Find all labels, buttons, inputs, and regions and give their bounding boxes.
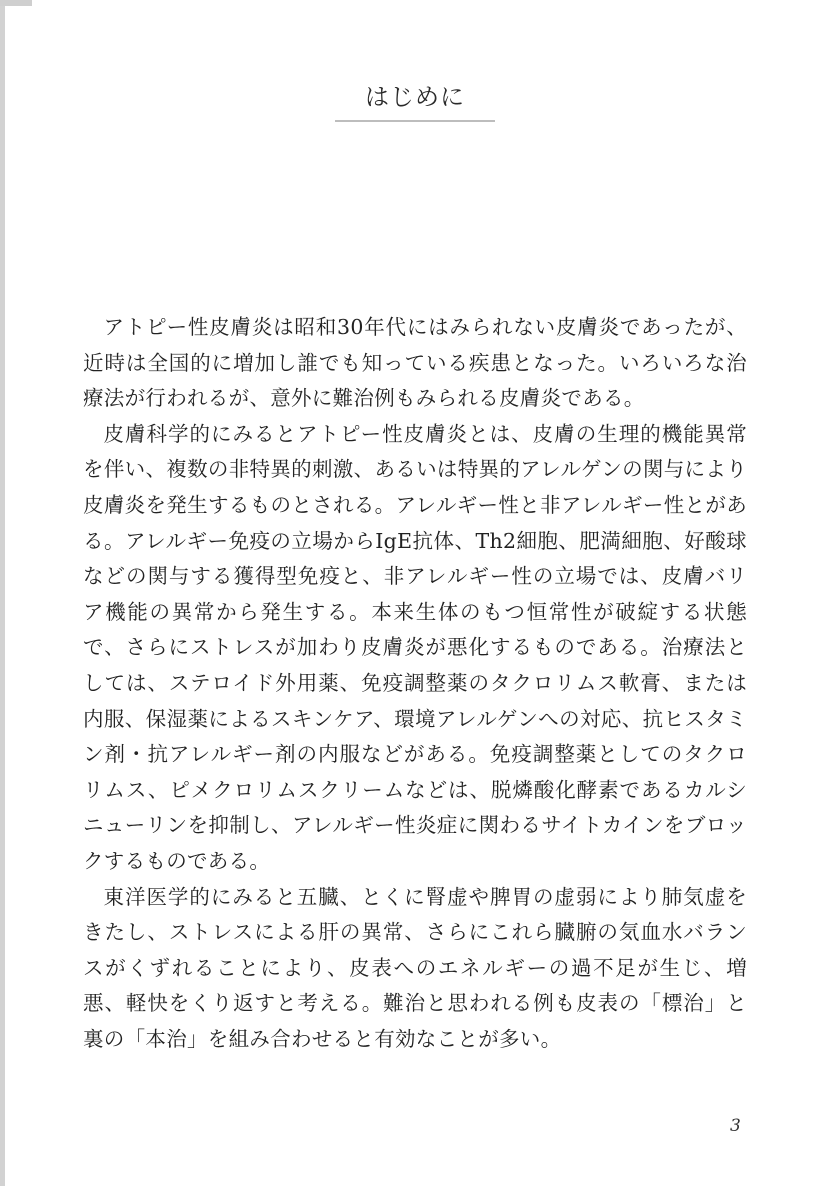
page-number: 3 bbox=[730, 1116, 741, 1136]
body-text bbox=[83, 310, 747, 1057]
title-block bbox=[0, 82, 830, 122]
page-corner-shadow bbox=[0, 0, 32, 6]
page-title: はじめに bbox=[335, 82, 495, 122]
paragraph-intro: アトピー性皮膚炎は昭和30年代にはみられない皮膚炎であったが、近時は全国的に増加し誰でも知っている疾患となった。いろいろな治療法が行われるが、意外に難治例もみられる皮膚炎である。 bbox=[83, 315, 747, 411]
paragraph-eastern-medicine: 東洋医学的にみると五臓、とくに腎虚や脾胃の虚弱により肺気虚をきたし、ストレスによる肝の異常、さらにこれら臓腑の気血水バランスがくずれることにより、皮表へのエネルギーの過不足が生じ、増悪、軽快をくり返すと考える。難治と思われる例も皮表の「標治」と裏の「本治」を組み合わせると有効なことが多い。 bbox=[83, 884, 747, 1051]
page-binding-edge bbox=[0, 0, 5, 1186]
paragraph-dermatology: 皮膚科学的にみるとアトピー性皮膚炎とは、皮膚の生理的機能異常を伴い、複数の非特異的刺激、あるいは特異的アレルゲンの関与により皮膚炎を発生するものとされる。アレルギー性と非アレルギー性とがある。アレルギー免疫の立場からIgE抗体、Th2細胞、肥満細胞、好酸球などの関与する獲得型免疫と、非アレルギー性の立場では、皮膚バリア機能の異常から発生する。本来生体のもつ恒常性が破綻する状態で、さらにストレスが加わり皮膚炎が悪化するものである。治療法としては、ステロイド外用薬、免疫調整薬のタクロリムス軟膏、または内服、保湿薬によるスキンケア、環境アレルゲンへの対応、抗ヒスタミン剤・抗アレルギー剤の内服などがある。免疫調整薬としてのタクロリムス、ピメクロリムスクリームなどは、脱燐酸化酵素であるカルシニューリンを抑制し、アレルギー性炎症に関わるサイトカインをブロックするものである。 bbox=[83, 421, 747, 873]
